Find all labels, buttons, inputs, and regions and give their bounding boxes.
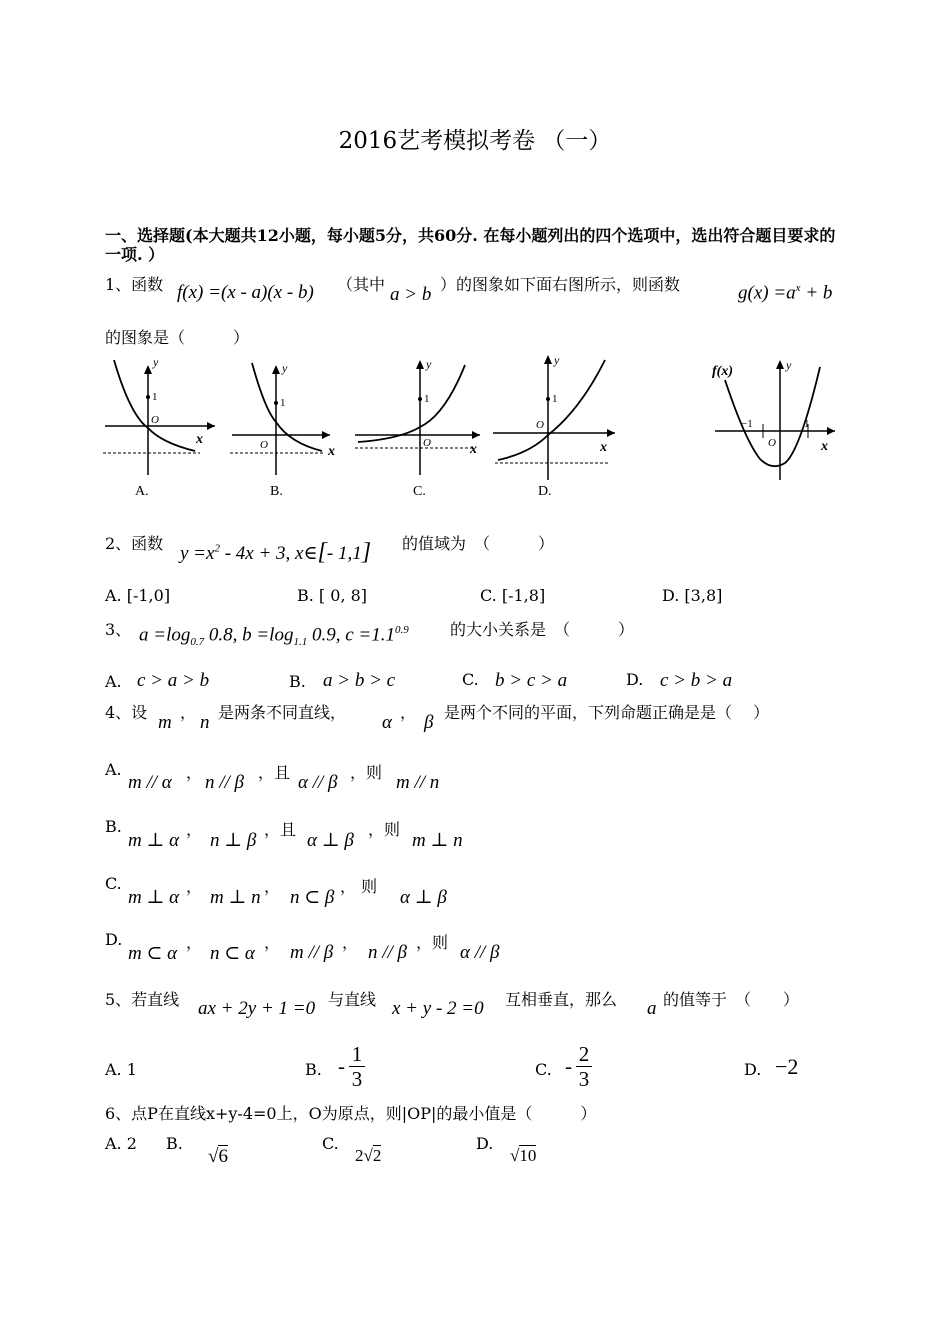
- q4-alpha: α: [382, 712, 392, 733]
- q2-option-c: C. [-1,8]: [480, 586, 546, 605]
- q4-a-e2: n // β: [205, 772, 245, 793]
- q5-option-a: A. 1: [105, 1060, 137, 1079]
- q4-a-e4: m // n: [396, 772, 440, 793]
- q3-option-b-label: B.: [289, 672, 306, 691]
- svg-text:x: x: [328, 444, 335, 459]
- svg-text:O: O: [151, 414, 159, 426]
- q2-option-a: A. [-1,0]: [105, 586, 171, 605]
- svg-text:x: x: [196, 432, 203, 447]
- q1-text: [105, 272, 163, 295]
- q6-option-b: √6: [208, 1146, 228, 1167]
- q4-a-w1: ，且: [258, 763, 291, 782]
- q3-option-c-label: C.: [462, 670, 479, 689]
- q4-b-w1: ，且: [264, 820, 297, 839]
- q4-option-d-label: D.: [105, 930, 123, 949]
- svg-text:−1: −1: [741, 418, 753, 430]
- svg-text:1: 1: [424, 393, 430, 405]
- graph-a: [103, 355, 215, 475]
- q5-line2: x + y - 2 =0: [392, 998, 484, 1019]
- q4-c-c1: ，: [186, 877, 203, 896]
- q6-option-a: A. 2: [105, 1134, 137, 1153]
- section-heading: 一、选择题(本大题共12小题，每小题5分，共60分. 在每小题列出的四个选项中，选出符合题目要求的一项. ）: [105, 226, 836, 264]
- q4-c-w2: ， 则: [340, 877, 378, 896]
- q4-mid: 是两条不同直线，: [218, 703, 347, 722]
- q4-tail: 是两个不同的平面，下列命题正确是是（ ）: [444, 703, 770, 722]
- q4-comma1: ，: [180, 703, 197, 722]
- q3-option-a-label: A.: [105, 672, 122, 691]
- q5-option-c-label: C.: [535, 1060, 552, 1079]
- graph-c: [355, 357, 480, 475]
- q3-expr: $a =\log_{0.7}$ 0.8, $b =\log_{1.1}$ 0.9, $c =1.1^{0.9}$: [139, 624, 409, 649]
- svg-text:O: O: [536, 419, 544, 431]
- q1-mid: ）的图象如下面右图所示，则函数: [440, 275, 681, 294]
- q1-number: 1、函数: [105, 275, 164, 294]
- q4-c-e4: α ⊥ β: [400, 887, 447, 908]
- q3-option-d-label: D.: [626, 670, 644, 689]
- svg-text:y: y: [153, 355, 159, 369]
- q3-tail: 的大小关系是 （ ）: [450, 620, 635, 639]
- q4-b-e1: m ⊥ α: [128, 830, 180, 851]
- q4-d-e4: n // β: [368, 942, 408, 963]
- svg-text:y: y: [282, 361, 288, 375]
- q4-a-w2: ，则: [350, 763, 383, 782]
- q4-option-c-label: C.: [105, 874, 122, 893]
- q4-b-e4: m ⊥ n: [412, 830, 463, 851]
- q4-d-e1: m ⊂ α: [128, 943, 178, 964]
- q4-option-b-label: B.: [105, 817, 122, 836]
- q2-option-d: D. [3,8]: [662, 586, 723, 605]
- q4-d-w2: ，则: [416, 933, 449, 952]
- q2-option-b: B. [ 0, 8]: [297, 586, 368, 605]
- svg-text:1: 1: [552, 393, 558, 405]
- q4-c-e3: n ⊂ β: [290, 887, 335, 908]
- svg-text:x: x: [470, 442, 477, 457]
- q4-d-e2: n ⊂ α: [210, 943, 255, 964]
- q3-number: 3、: [105, 620, 132, 639]
- q5-tail: 的值等于 （ ）: [663, 990, 800, 1009]
- graph-b: [230, 361, 335, 475]
- q5-option-c: - $\frac{2}{3}$: [565, 1042, 592, 1091]
- q4-d-e3: m // β: [290, 942, 334, 963]
- q3-option-b: a > b > c: [323, 670, 396, 691]
- q5-mid: 与直线: [328, 990, 377, 1009]
- graph-label-b: B.: [270, 484, 283, 499]
- svg-text:1: 1: [804, 418, 810, 430]
- q4-d-c2: ，: [264, 933, 281, 952]
- graph-fx: [712, 358, 835, 480]
- svg-text:O: O: [768, 437, 776, 449]
- svg-text:O: O: [260, 439, 268, 451]
- q1-graphs: [100, 355, 850, 505]
- q5-option-d-label: D.: [744, 1060, 762, 1079]
- fx-label: f(x): [712, 364, 733, 379]
- svg-text:1: 1: [152, 391, 158, 403]
- q1-f-expr: f(x) =(x - a)(x - b): [177, 282, 314, 303]
- graph-label-d: D.: [538, 484, 552, 499]
- q5-line1: ax + 2y + 1 =0: [198, 998, 316, 1019]
- svg-text:O: O: [423, 437, 431, 449]
- q1-cond: a > b: [390, 284, 432, 305]
- page-title: 2016艺考模拟考卷 （一）: [338, 128, 612, 154]
- q5-option-b: - $\frac{1}{3}$: [338, 1042, 365, 1091]
- q6-option-b-label: B.: [166, 1134, 183, 1153]
- graph-label-c: C.: [413, 484, 426, 499]
- q6-option-d-label: D.: [476, 1134, 494, 1153]
- q5-a: a: [647, 998, 657, 1019]
- q1-g-expr: $g(x) =a^x + b$: [738, 282, 833, 304]
- q2-expr: $y =x^2 - 4x + 3$, x∈[- 1,1]: [180, 539, 372, 565]
- svg-text:y: y: [426, 357, 432, 371]
- q4-d-c1: ，: [186, 933, 203, 952]
- q4-b-e2: n ⊥ β: [210, 830, 257, 851]
- q4-c-c2: ，: [264, 877, 281, 896]
- q1-cond-pre: （其中: [337, 275, 386, 294]
- q2-number: 2、函数: [105, 534, 164, 553]
- q3-option-c: b > c > a: [495, 670, 568, 691]
- q3-option-d: c > b > a: [660, 670, 733, 691]
- q4-b-c1: ，: [186, 820, 203, 839]
- q1-line2: 的图象是（ ）: [105, 328, 250, 347]
- q4-a-e3: α // β: [298, 772, 338, 793]
- q4-b-w2: ，则: [368, 820, 401, 839]
- q4-b-e3: α ⊥ β: [307, 830, 354, 851]
- q5-mid2: 互相垂直，那么: [505, 990, 618, 1009]
- q5-option-d: −2: [775, 1054, 799, 1079]
- q4-m: m: [158, 712, 172, 733]
- q4-a-e1: m // α: [128, 772, 172, 793]
- q4-n: n: [200, 712, 210, 733]
- graph-d: [493, 355, 615, 480]
- q5-option-b-label: B.: [305, 1060, 322, 1079]
- q4-beta: β: [424, 712, 434, 733]
- svg-text:x: x: [821, 439, 828, 454]
- q4-c-e2: m ⊥ n: [210, 887, 261, 908]
- q2-tail: 的值域为 （ ）: [402, 534, 555, 553]
- q6-text: 6、点P在直线x+y-4=0上，O为原点，则|OP|的最小值是（ ）: [105, 1104, 597, 1123]
- q3-option-a: c > a > b: [137, 670, 210, 691]
- graph-label-a: A.: [135, 484, 149, 499]
- svg-text:y: y: [786, 358, 792, 372]
- svg-text:x: x: [600, 440, 607, 455]
- q4-comma2: ，: [400, 703, 417, 722]
- svg-text:1: 1: [280, 397, 286, 409]
- q5-number: 5、若直线: [105, 990, 180, 1009]
- q6-option-c: 2√2: [355, 1146, 382, 1165]
- q4-option-a-label: A.: [105, 760, 122, 779]
- svg-text:y: y: [554, 355, 560, 367]
- q4-number: 4、设: [105, 703, 148, 722]
- q4-c-e1: m ⊥ α: [128, 887, 180, 908]
- q4-a-c1: ，: [186, 763, 203, 782]
- q6-option-d: √10: [510, 1146, 537, 1165]
- q6-option-c-label: C.: [322, 1134, 339, 1153]
- q4-d-c3: ，: [342, 933, 359, 952]
- q4-d-e5: α // β: [460, 942, 500, 963]
